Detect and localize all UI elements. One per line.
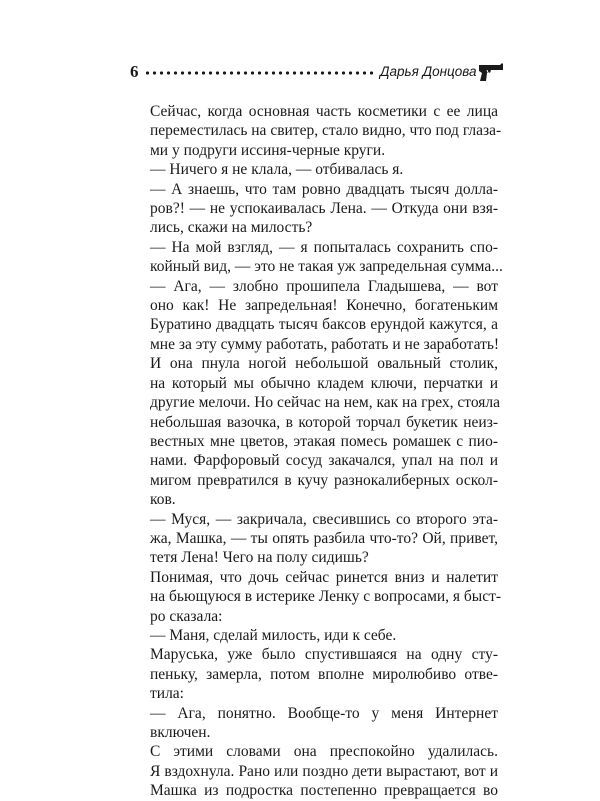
- text-line: — Ага, понятно. Вообще-то у меня Интернет: [150, 704, 498, 722]
- text-line: переместилась на свитер, стало видно, что под глаза-: [150, 122, 502, 140]
- paragraph: [130, 645, 498, 703]
- text-line: тила:: [150, 685, 184, 703]
- page-number: 6: [130, 62, 139, 81]
- dotted-rule: [144, 71, 374, 75]
- text-line: ков.: [150, 491, 176, 509]
- text-line: — А знаешь, что там ровно двадцать тысяч долла-: [150, 180, 498, 198]
- text-line: Маруська, уже было спустившаяся на одну сту-: [150, 646, 498, 664]
- text-line: койный вид, — это не такая уж запредельная сумма...: [150, 258, 503, 276]
- paragraph: [130, 704, 498, 743]
- text-line: тетя Лена! Чего на полу сидишь?: [150, 549, 369, 567]
- text-line: нами. Фарфоровый сосуд закачался, упал на пол и: [150, 452, 498, 470]
- text-line: ро сказала:: [150, 607, 223, 625]
- text-line: ров?! — не успокаивалась Лена. — Откуда они взя-: [150, 200, 498, 218]
- paragraph: [130, 626, 498, 645]
- author-name: Дарья Донцова: [380, 64, 477, 79]
- text-line: пеньку, замерла, потом вполне миролюбиво отве-: [150, 665, 498, 683]
- text-line: небольшая вазочка, в которой торчал букетик неиз-: [150, 413, 498, 431]
- paragraph: [130, 568, 502, 626]
- text-line: на бьющуюся в истерике Ленку с вопросами, я быст-: [150, 588, 502, 606]
- text-line: С этими словами она преспокойно удалилась.: [150, 743, 498, 761]
- pistol-icon: [478, 62, 504, 82]
- text-line: Буратино двадцать тысяч баксов ерундой кажутся, а: [150, 316, 498, 334]
- text-line: Машка из подростка постепенно превращается во: [150, 782, 498, 800]
- body-text: [130, 102, 503, 801]
- text-line: жа, Машка, — ты опять разбила что-то? Ой, привет,: [150, 529, 498, 547]
- paragraph: [130, 510, 498, 568]
- text-line: ми у подруги иссиня-черные круги.: [150, 141, 386, 159]
- text-line: — Ничего я не клала, — отбивалась я.: [150, 161, 404, 179]
- text-line: — Маня, сделай милость, иди к себе.: [150, 626, 397, 644]
- text-line: мне за эту сумму работать, работать и не заработать!: [150, 335, 500, 353]
- paragraph: [130, 354, 501, 509]
- text-line: — Муся, — закричала, свесившись со второго эта-: [150, 510, 498, 528]
- text-line: — На мой взгляд, — я попыталась сохранить спо-: [150, 238, 498, 256]
- text-line: другие мелочи. Но сейчас на нем, как на грех, стояла: [150, 394, 501, 412]
- text-line: Я вздохнула. Рано или поздно дети вырастают, вот и: [150, 762, 498, 780]
- paragraph: [130, 160, 498, 179]
- text-line: И она пнула ногой небольшой овальный столик,: [150, 355, 498, 373]
- text-line: Понимая, что дочь сейчас ринется вниз и налетит: [150, 568, 498, 586]
- text-line: Сейчас, когда основная часть косметики с ее лица: [150, 103, 498, 120]
- text-line: вестных мне цветов, этакая помесь ромашек с пио-: [150, 432, 498, 450]
- text-line: — Ага, — злобно прошипела Гладышева, — вот: [150, 277, 498, 295]
- paragraph: [130, 238, 503, 277]
- paragraph: [130, 742, 498, 800]
- paragraph: [130, 102, 502, 160]
- text-line: включен.: [150, 724, 211, 741]
- text-line: лись, скажи на милость?: [150, 219, 313, 237]
- paragraph: [130, 277, 498, 355]
- paragraph: [130, 180, 498, 238]
- text-line: оно как! Не запредельная! Конечно, богатеньким: [150, 297, 498, 315]
- text-line: мигом превратился в кучу разнокалиберных оскол-: [150, 471, 498, 489]
- text-line: на который мы обычно кладем ключи, перчатки и: [150, 374, 498, 392]
- running-header: [130, 62, 498, 84]
